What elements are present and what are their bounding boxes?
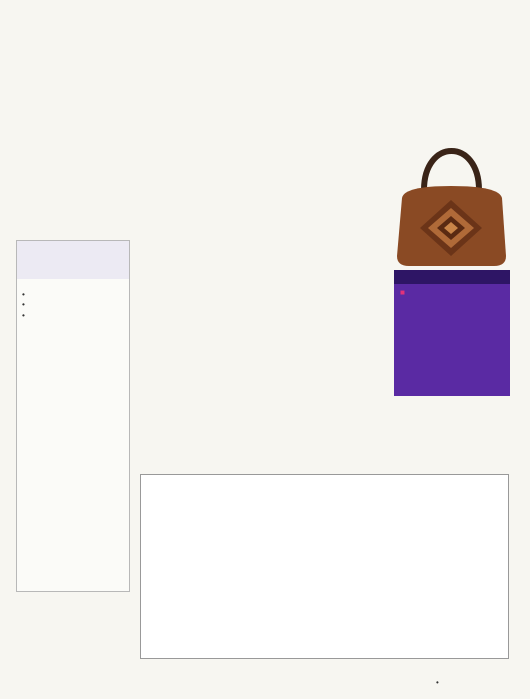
material-item: • [22,309,25,320]
difficulty-box [16,240,130,592]
dibujo1-section [16,594,130,598]
equipo-box [394,270,510,396]
bullet-icon: ■ [400,288,405,297]
equipo-label [394,270,510,284]
column-3 [267,240,385,246]
material-item: • [22,299,25,310]
handbag-photo [394,128,509,270]
column-2 [140,240,258,246]
material-item: • [22,289,25,299]
assembly-diagram [140,474,509,659]
page-footer: • [436,678,439,687]
